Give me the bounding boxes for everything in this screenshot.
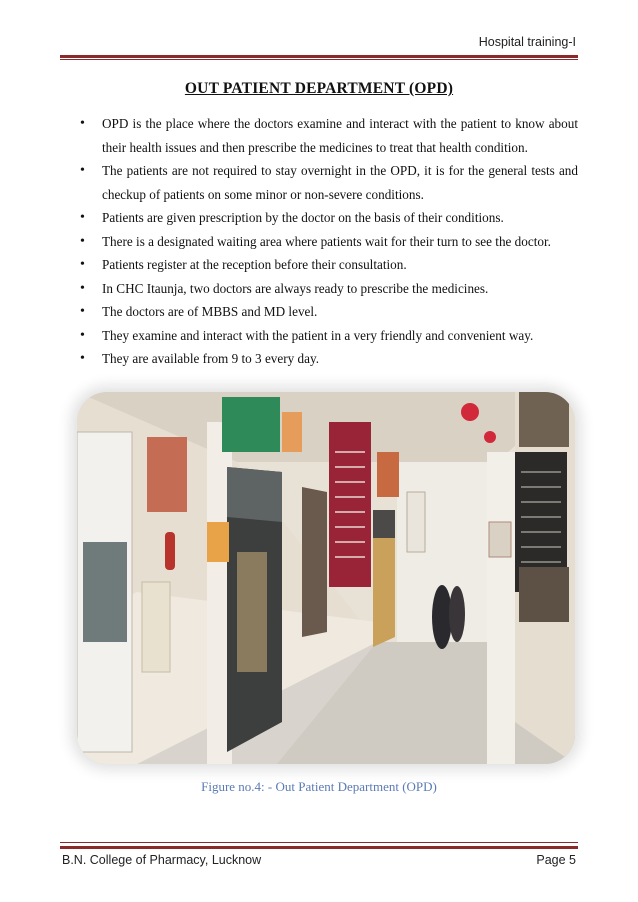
bullet-item: • The doctors are of MBBS and MD level. bbox=[80, 300, 578, 324]
figure-caption: Figure no.4: - Out Patient Department (OPD) bbox=[201, 779, 437, 794]
bullet-item: • Patients register at the reception before their consultation. bbox=[80, 253, 578, 277]
bullet-item: • They are available from 9 to 3 every day. bbox=[80, 347, 578, 371]
footer-college: B.N. College of Pharmacy, Lucknow bbox=[62, 853, 262, 867]
section-title: OUT PATIENT DEPARTMENT (OPD) bbox=[184, 80, 454, 97]
footer-rule-thin bbox=[60, 842, 578, 843]
running-header: Hospital training-I bbox=[478, 35, 576, 49]
opd-corridor-photo bbox=[77, 392, 575, 764]
bullet-item: • Patients are given prescription by the doctor on the basis of their conditions. bbox=[80, 206, 578, 230]
bullet-item: • OPD is the place where the doctors examine and interact with the patient to know about their health issues and then prescribe the medicines to treat that health condition. bbox=[80, 112, 578, 159]
header-rule-thin bbox=[60, 59, 578, 60]
bullet-item: • There is a designated waiting area where patients wait for their turn to see the doctor. bbox=[80, 230, 578, 254]
page-number: Page 5 bbox=[536, 853, 576, 867]
header-rule bbox=[60, 55, 578, 58]
bullet-item: • The patients are not required to stay overnight in the OPD, it is for the general tests and checkup of patients on some minor or non-severe conditions. bbox=[80, 159, 578, 206]
bullet-item: • In CHC Itaunja, two doctors are always ready to prescribe the medicines. bbox=[80, 277, 578, 301]
bullet-item: • They examine and interact with the patient in a very friendly and convenient way. bbox=[80, 324, 578, 348]
bullet-list bbox=[80, 112, 578, 371]
footer-rule bbox=[60, 846, 578, 849]
